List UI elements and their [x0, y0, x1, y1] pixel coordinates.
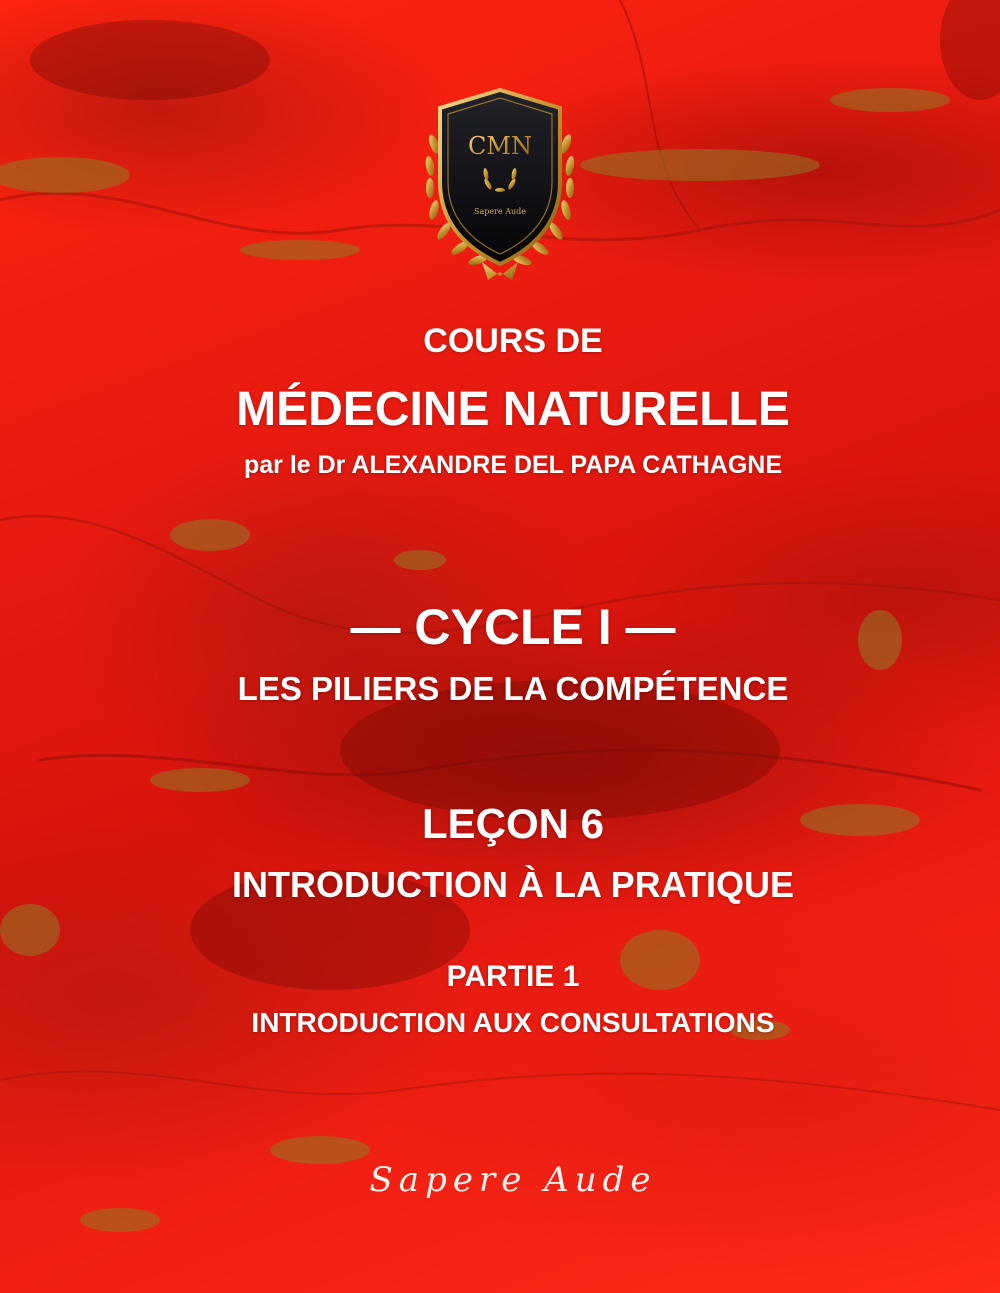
- cmn-emblem: [420, 86, 580, 282]
- cycle-heading: — CYCLE I —: [350, 599, 676, 655]
- title-line-1: COURS DE: [423, 322, 603, 360]
- laurel-shield-icon: [420, 86, 580, 282]
- part-heading: PARTIE 1: [446, 960, 580, 993]
- part-subtitle: INTRODUCTION AUX CONSULTATIONS: [251, 1007, 775, 1038]
- lesson-heading: LEÇON 6: [421, 800, 605, 847]
- author-line: par le Dr ALEXANDRE DEL PAPA CATHAGNE: [243, 451, 783, 479]
- emblem-motto: Sapere Aude: [474, 207, 526, 216]
- footer-motto: Sapere Aude: [369, 1160, 657, 1200]
- cycle-subtitle: LES PILIERS DE LA COMPÉTENCE: [237, 670, 789, 707]
- emblem-monogram: CMN: [468, 132, 532, 160]
- title-line-2: MÉDECINE NATURELLE: [236, 383, 790, 436]
- lesson-subtitle: INTRODUCTION À LA PRATIQUE: [232, 864, 794, 905]
